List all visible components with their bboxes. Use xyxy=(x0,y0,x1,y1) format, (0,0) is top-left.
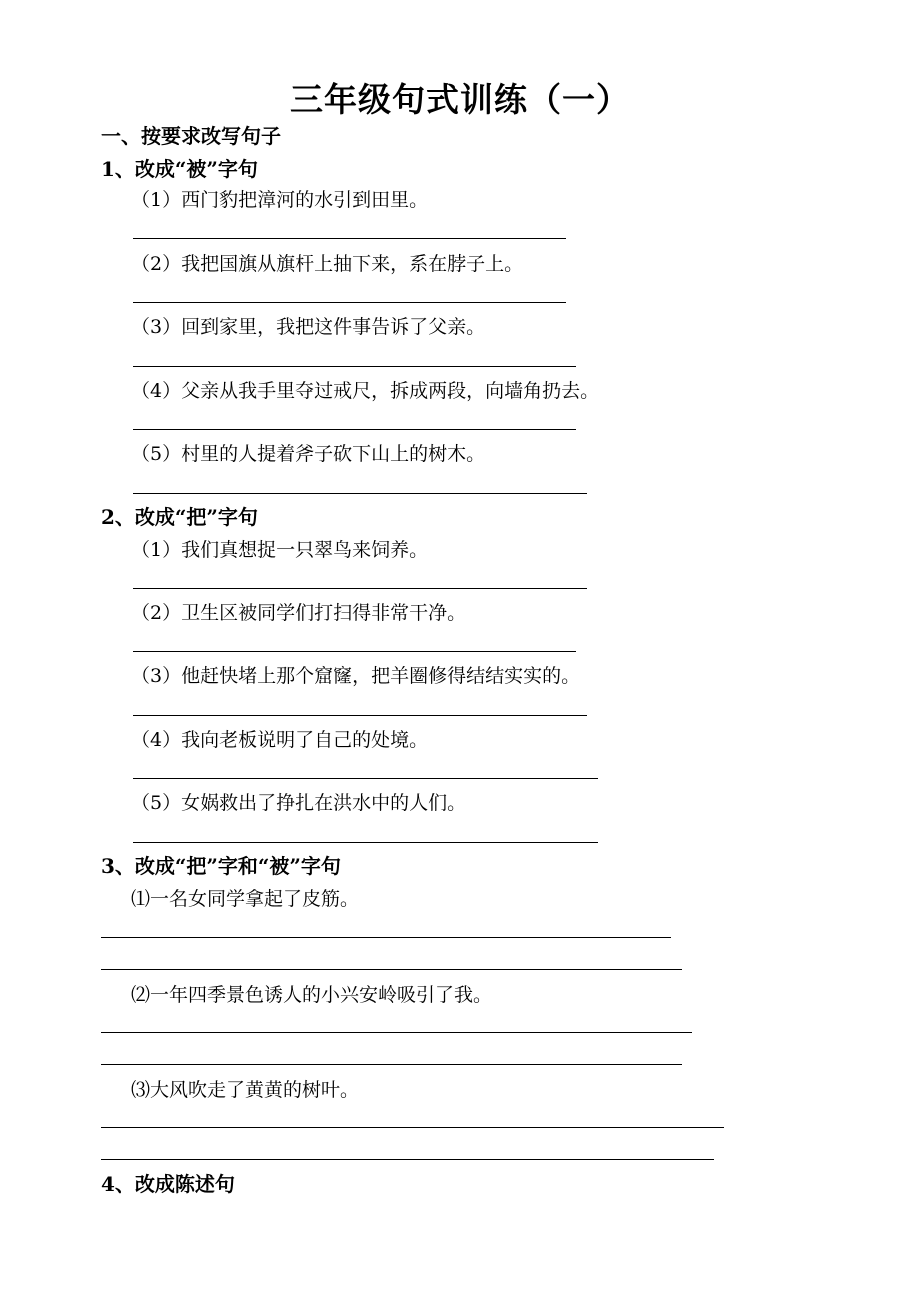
exercise-item: （5）村里的人提着斧子砍下山上的树木。 xyxy=(131,443,486,465)
exercise-item: （3）他赶快堵上那个窟窿，把羊圈修得结结实实的。 xyxy=(131,665,581,687)
answer-line[interactable] xyxy=(101,1064,682,1065)
answer-line[interactable] xyxy=(133,493,587,494)
answer-line[interactable] xyxy=(101,1159,714,1160)
section-heading-2: 2、改成“把”字句 xyxy=(101,505,258,529)
exercise-item: （4）我向老板说明了自己的处境。 xyxy=(131,729,429,751)
answer-line[interactable] xyxy=(133,842,598,843)
answer-line[interactable] xyxy=(101,1127,724,1128)
answer-line[interactable] xyxy=(101,1032,692,1033)
answer-line[interactable] xyxy=(133,429,576,430)
answer-line[interactable] xyxy=(133,302,566,303)
exercise-item: ⑵一年四季景色诱人的小兴安岭吸引了我。 xyxy=(131,984,493,1006)
exercise-item: （5）女娲救出了挣扎在洪水中的人们。 xyxy=(131,792,467,814)
exercise-item: （3）回到家里，我把这件事告诉了父亲。 xyxy=(131,316,486,338)
exercise-item: ⑴一名女同学拿起了皮筋。 xyxy=(131,888,360,910)
exercise-item: ⑶大风吹走了黄黄的树叶。 xyxy=(131,1079,360,1101)
answer-line[interactable] xyxy=(133,238,566,239)
exercise-item: （1）西门豹把漳河的水引到田里。 xyxy=(131,189,429,211)
answer-line[interactable] xyxy=(133,715,587,716)
answer-line[interactable] xyxy=(133,366,576,367)
answer-line[interactable] xyxy=(101,969,682,970)
section-heading-4: 4、改成陈述句 xyxy=(101,1172,235,1196)
exercise-item: （2）我把国旗从旗杆上抽下来，系在脖子上。 xyxy=(131,253,524,275)
exercise-item: （4）父亲从我手里夺过戒尺，拆成两段，向墙角扔去。 xyxy=(131,380,600,402)
page-title: 三年级句式训练（一） xyxy=(290,80,630,119)
answer-line[interactable] xyxy=(133,588,587,589)
answer-line[interactable] xyxy=(133,778,598,779)
part-heading: 一、按要求改写句子 xyxy=(101,124,281,148)
exercise-item: （1）我们真想捉一只翠鸟来饲养。 xyxy=(131,539,429,561)
answer-line[interactable] xyxy=(101,937,671,938)
section-heading-3: 3、改成“把”字和“被”字句 xyxy=(101,854,341,878)
answer-line[interactable] xyxy=(133,651,576,652)
exercise-item: （2）卫生区被同学们打扫得非常干净。 xyxy=(131,602,467,624)
section-heading-1: 1、改成“被”字句 xyxy=(101,157,258,181)
